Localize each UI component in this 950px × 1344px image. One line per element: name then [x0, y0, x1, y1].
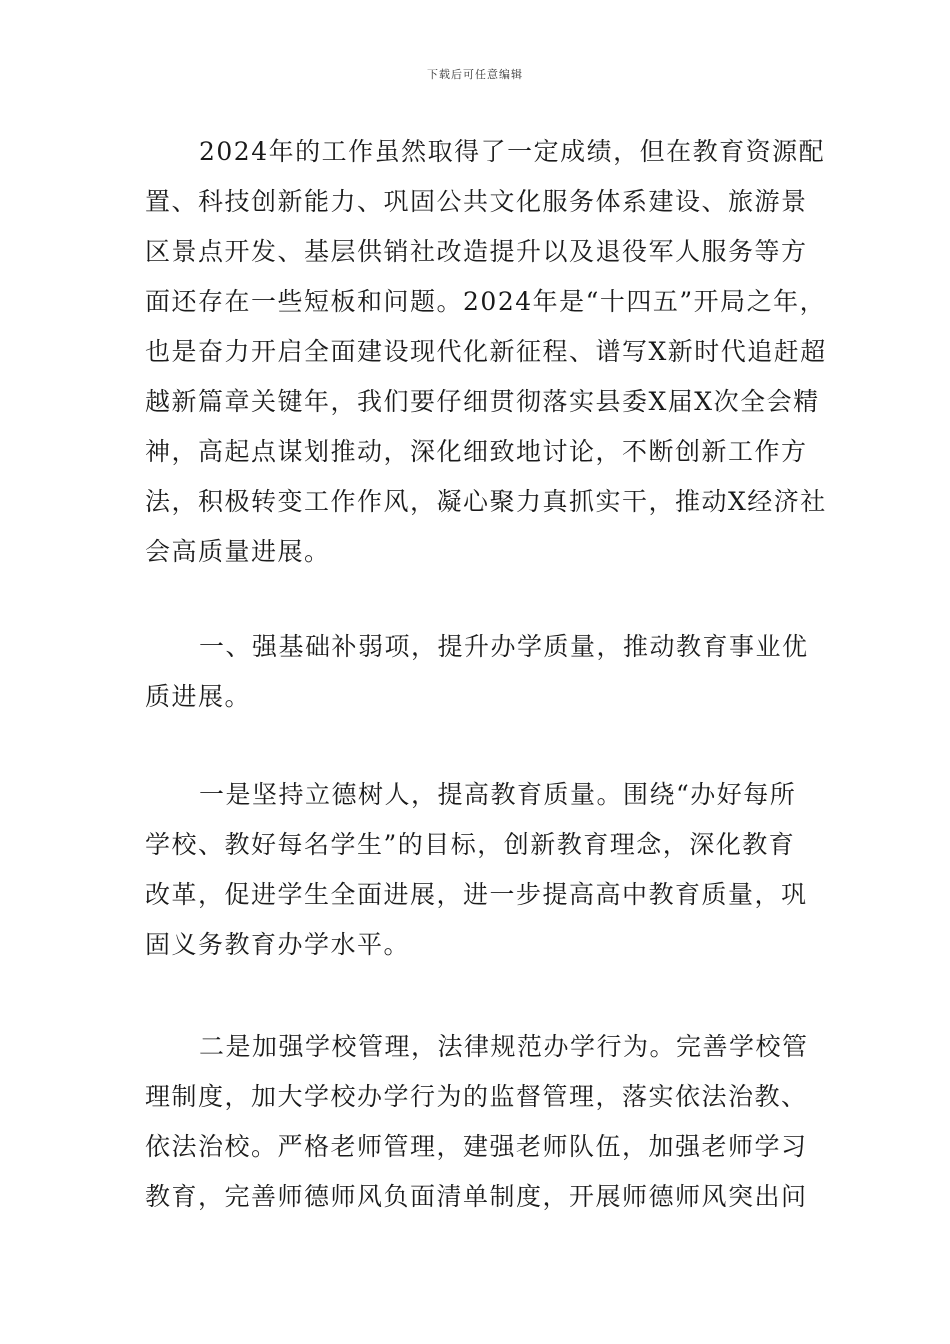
- text-line: 质进展。: [145, 682, 252, 711]
- paragraph-point-one: [145, 770, 811, 970]
- text-line: 依法治校。严格老师管理，建强老师队伍，加强老师学习: [145, 1132, 808, 1161]
- text-line: 区景点开发、基层供销社改造提升以及退役军人服务等方: [145, 237, 808, 266]
- text-line: 会高质量进展。: [145, 537, 331, 566]
- text-line: 越新篇章关键年，我们要仔细贯彻落实县委X届X次全会精: [145, 387, 820, 416]
- text-line: 教育，完善师德师风负面清单制度，开展师德师风突出问: [145, 1182, 808, 1211]
- text-line: 固义务教育办学水平。: [145, 930, 411, 959]
- text-line: 学校、教好每名学生”的目标，创新教育理念，深化教育: [145, 830, 796, 859]
- text-line: 置、科技创新能力、巩固公共文化服务体系建设、旅游景: [145, 187, 808, 216]
- text-line: 神，高起点谋划推动，深化细致地讨论，不断创新工作方: [145, 437, 808, 466]
- text-line: 改革，促进学生全面进展，进一步提高高中教育质量，巩: [145, 880, 808, 909]
- text-line: 也是奋力开启全面建设现代化新征程、谱写X新时代追赶超: [145, 337, 827, 366]
- paragraph-point-two: [145, 1022, 811, 1222]
- text-line: 法，积极转变工作作风，凝心聚力真抓实干，推动X经济社: [145, 487, 827, 516]
- section-heading: [145, 622, 811, 722]
- text-line: 一、强基础补弱项，提升办学质量，推动教育事业优: [199, 632, 809, 661]
- text-line: 二是加强学校管理，法律规范办学行为。完善学校管: [199, 1032, 809, 1061]
- text-line: 一是坚持立德树人，提高教育质量。围绕“办好每所: [199, 780, 797, 809]
- text-line: 理制度，加大学校办学行为的监督管理，落实依法治教、: [145, 1082, 808, 1111]
- paragraph-summary: [145, 127, 827, 577]
- page-header: 下载后可任意编辑: [427, 68, 523, 81]
- text-line: 面还存在一些短板和问题。2024年是“十四五”开局之年，: [145, 287, 827, 316]
- text-line: 2024年的工作虽然取得了一定成绩，但在教育资源配: [199, 137, 826, 166]
